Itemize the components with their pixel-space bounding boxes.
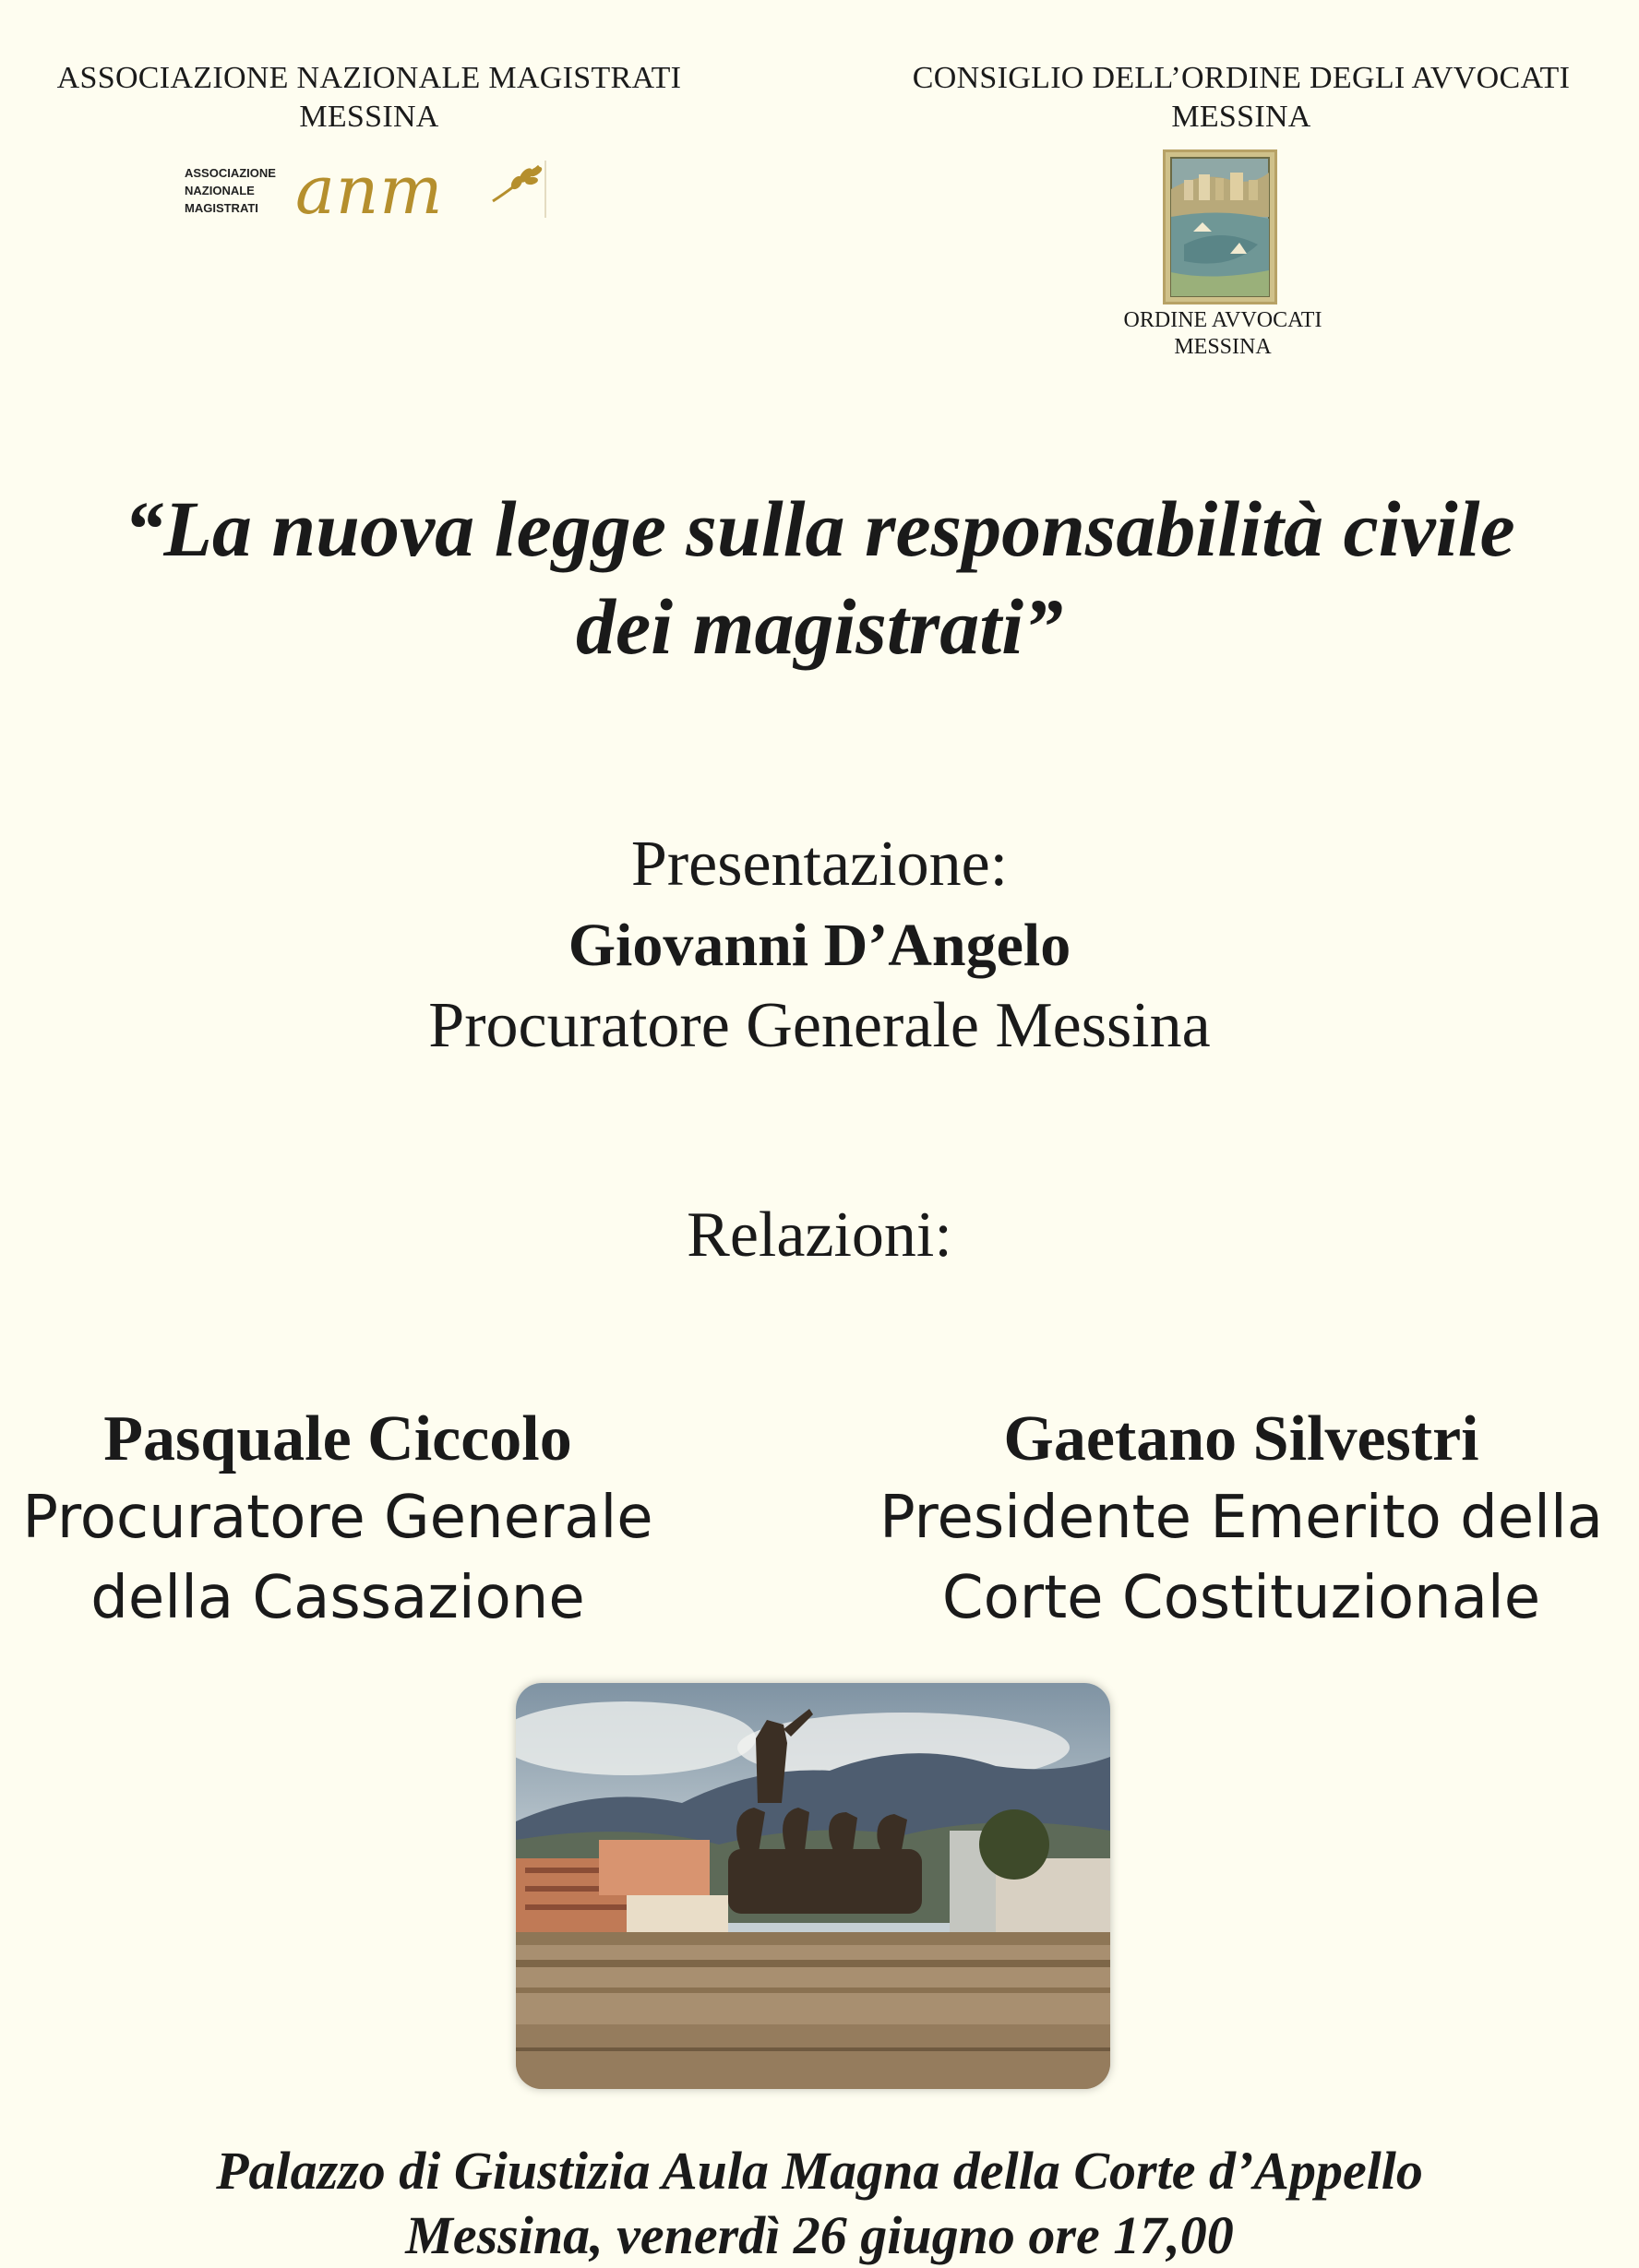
event-title-line1: “La nuova legge sulla responsabilità civile	[124, 484, 1515, 573]
event-venue-and-date	[0, 2139, 1639, 2268]
anm-logo-text-3: MAGISTRATI	[185, 201, 258, 215]
reports-label: Relazioni:	[687, 1200, 952, 1271]
event-title-line2: dei magistrati”	[576, 582, 1063, 671]
anm-name-line: ASSOCIAZIONE NAZIONALE MAGISTRATI	[56, 61, 682, 95]
logo-divider	[544, 161, 546, 218]
palazzo-giustizia-photo	[516, 1683, 1110, 2089]
presentation-label: Presentazione:	[630, 829, 1009, 900]
speaker-role-line2: Corte Costituzionale	[941, 1564, 1541, 1632]
messina-harbor-illustration	[1166, 152, 1274, 302]
speaker-silvestri	[858, 1401, 1624, 1639]
anm-logo-text-1: ASSOCIAZIONE	[185, 166, 276, 180]
speaker-role-line2: della Cassazione	[90, 1564, 585, 1632]
seal-caption-line2: MESSINA	[1174, 335, 1272, 359]
anm-city-line: MESSINA	[299, 100, 439, 134]
venue-line: Palazzo di Giustizia Aula Magna della Corte d’Appello	[216, 2141, 1423, 2201]
bar-council-name	[877, 59, 1606, 137]
speaker-name: Pasquale Ciccolo	[103, 1403, 572, 1474]
anm-logo-text-2: NAZIONALE	[185, 184, 255, 197]
bar-council-seal-image	[1163, 149, 1277, 304]
bar-council-name-line: CONSIGLIO DELL’ORDINE DEGLI AVVOCATI	[912, 61, 1571, 95]
event-title	[0, 480, 1639, 675]
date-time-line: Messina, venerdì 26 giugno ore 17,00	[405, 2205, 1234, 2265]
bar-council-city-line: MESSINA	[1171, 100, 1311, 134]
seal-caption-line1: ORDINE AVVOCATI	[1123, 308, 1322, 332]
anm-organization-name	[18, 59, 720, 137]
presenter-name: Giovanni D’Angelo	[568, 912, 1071, 979]
anm-logo-wordmark: anm	[295, 151, 444, 229]
anm-logo	[185, 151, 554, 229]
anm-logo-small-text	[185, 164, 295, 217]
quadriga-statue-image	[516, 1683, 1110, 2089]
wheat-icon	[489, 161, 544, 207]
speaker-name: Gaetano Silvestri	[1003, 1403, 1479, 1474]
presenter-role: Procuratore Generale Messina	[428, 990, 1211, 1061]
seal-caption	[1089, 307, 1357, 361]
speaker-ciccolo	[0, 1401, 676, 1639]
speaker-role-line1: Presidente Emerito della	[879, 1484, 1603, 1552]
speaker-role-line1: Procuratore Generale	[22, 1484, 653, 1552]
